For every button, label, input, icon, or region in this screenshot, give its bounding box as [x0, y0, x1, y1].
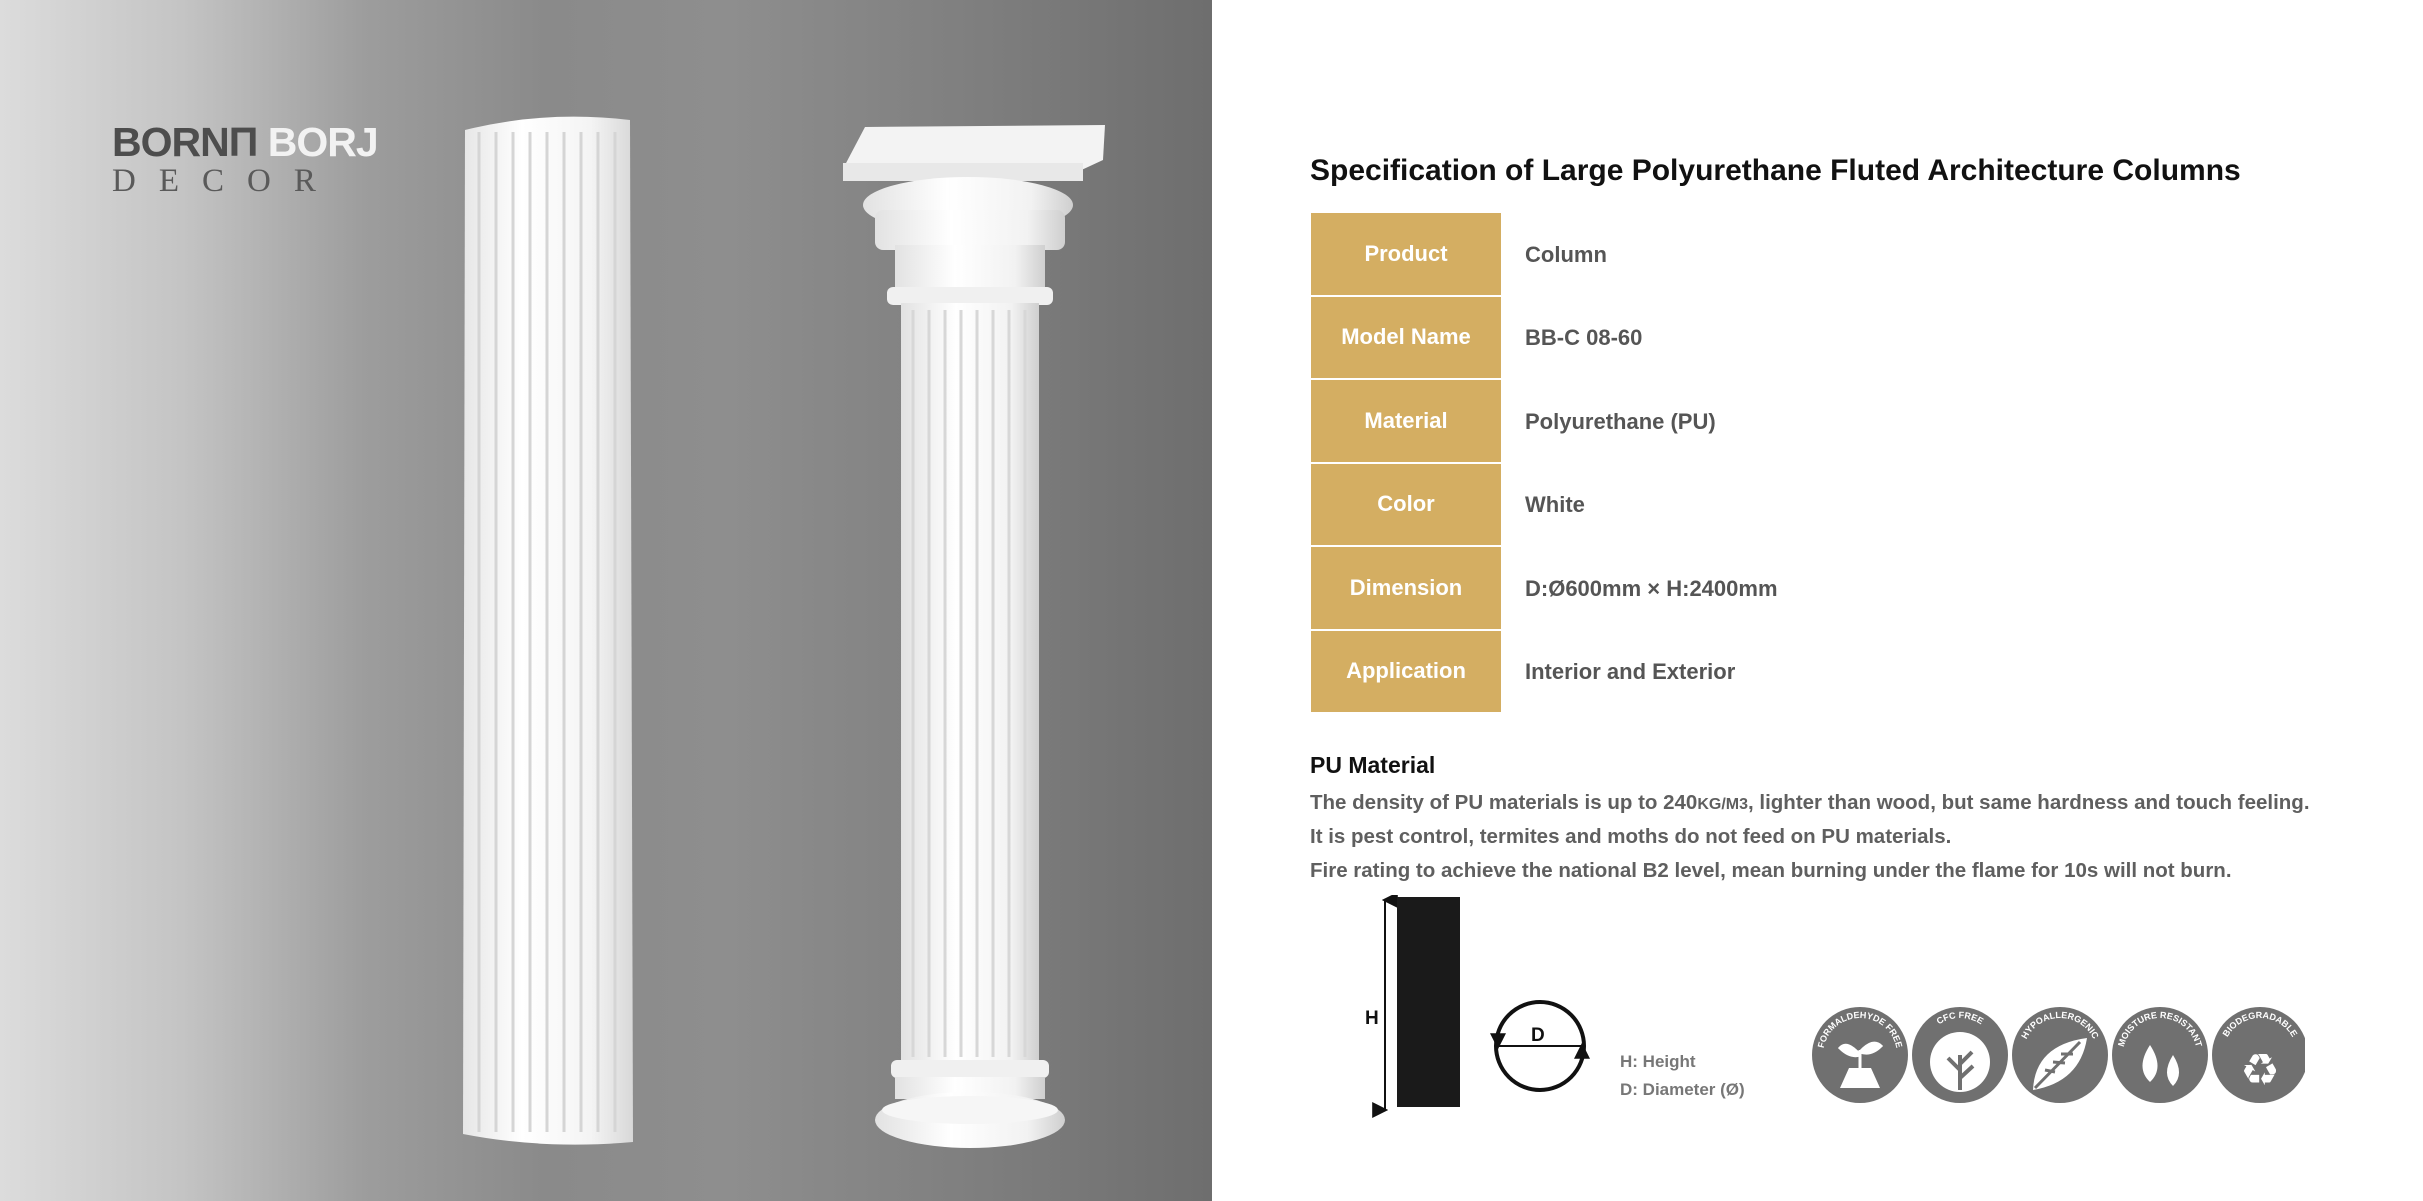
fluted-column-full	[835, 115, 1115, 1155]
spec-label: Dimension	[1311, 547, 1501, 631]
spec-row-material	[1311, 380, 2311, 464]
spec-label: Product	[1311, 213, 1501, 297]
height-marker-label: H	[1365, 1008, 1379, 1029]
page-title: Specification of Large Polyurethane Fluted Architecture Columns	[1310, 154, 2241, 187]
svg-text:HYPOALLERGENIC: HYPOALLERGENIC	[2019, 1009, 2101, 1041]
brand-logo: BORNΠ BORJ DECOR	[112, 119, 378, 199]
formaldehyde-free-badge-icon	[1812, 1007, 1908, 1103]
spec-label: Application	[1311, 631, 1501, 715]
spec-row-model-name	[1311, 297, 2311, 381]
pu-material-description	[1310, 791, 2310, 893]
spec-table	[1311, 213, 2311, 714]
svg-text:BIODEGRADABLE: BIODEGRADABLE	[2220, 1009, 2300, 1039]
pu-line-density: The density of PU materials is up to 240KG/M3, lighter than wood, but same hardness and touch feeling.	[1310, 791, 2310, 814]
feature-badges	[1805, 1000, 2305, 1110]
spec-value: Column	[1525, 241, 1607, 267]
svg-text:♻: ♻	[2240, 1045, 2280, 1096]
dimension-legend	[1620, 1052, 1745, 1108]
spec-row-color	[1311, 464, 2311, 548]
svg-text:CFC FREE: CFC FREE	[1934, 1009, 1986, 1027]
pu-line-fire: Fire rating to achieve the national B2 level, mean burning under the flame for 10s will not burn.	[1310, 859, 2232, 882]
legend-height: H: Height	[1620, 1052, 1696, 1071]
spec-value: D:Ø600mm × H:2400mm	[1525, 575, 1778, 601]
spec-row-dimension	[1311, 547, 2311, 631]
spec-label: Material	[1311, 380, 1501, 464]
svg-text:MOISTURE RESISTANT: MOISTURE RESISTANT	[2116, 1009, 2204, 1048]
diameter-marker-label: D	[1531, 1025, 1545, 1046]
spec-label: Color	[1311, 464, 1501, 548]
legend-diameter: D: Diameter (Ø)	[1620, 1080, 1745, 1099]
pu-material-heading: PU Material	[1310, 752, 1436, 778]
spec-value: White	[1525, 492, 1585, 518]
spec-row-product	[1311, 213, 2311, 297]
spec-label: Model Name	[1311, 297, 1501, 381]
pu-line-pest: It is pest control, termites and moths do not feed on PU materials.	[1310, 825, 1952, 848]
spec-value: Polyurethane (PU)	[1525, 408, 1716, 434]
svg-text:FORMALDEHYDE FREE: FORMALDEHYDE FREE	[1815, 1009, 1905, 1049]
spec-row-application	[1311, 631, 2311, 715]
moisture-resistant-badge-icon	[2112, 1007, 2208, 1103]
column-silhouette	[1397, 897, 1460, 1107]
fluted-column-shaft	[455, 110, 655, 1150]
hypoallergenic-badge-icon	[2012, 1007, 2108, 1103]
spec-value: BB-C 08-60	[1525, 325, 1643, 351]
biodegradable-badge-icon	[2212, 1007, 2305, 1103]
cfc-free-badge-icon	[1912, 1007, 2008, 1103]
spec-value: Interior and Exterior	[1525, 659, 1736, 685]
